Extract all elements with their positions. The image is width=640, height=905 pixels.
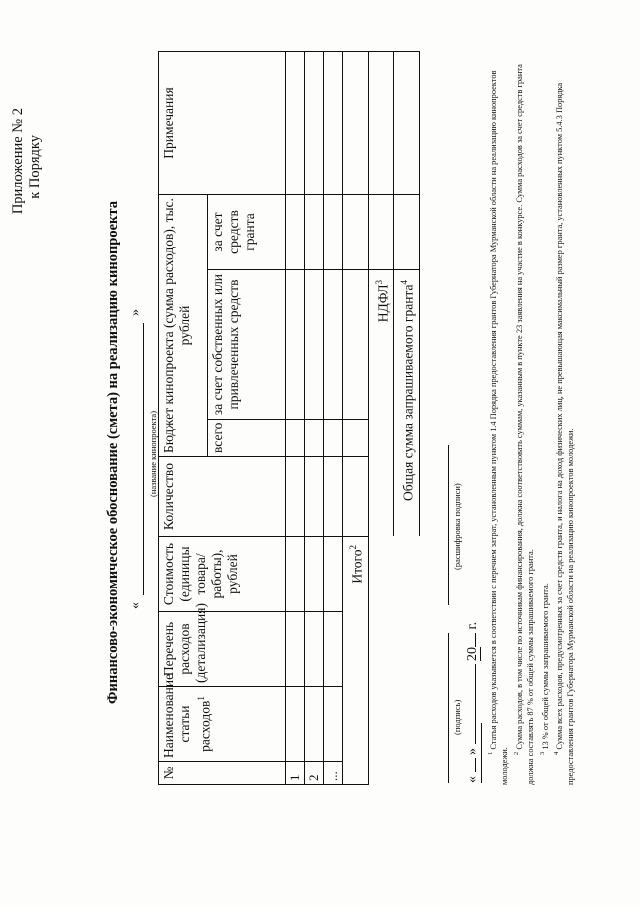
row-number: 2 <box>305 762 324 785</box>
table-cell[interactable] <box>324 687 343 762</box>
year-blank <box>475 633 476 647</box>
table-cell[interactable] <box>286 420 305 457</box>
col-header-budget-total: всего <box>208 420 286 457</box>
grant-total-row <box>394 52 420 785</box>
footnote-4: $^4$ Сумма всех расходов, предусмотренных за счет средств гранта, и налога на доход физических лиц, не превышающая максимальный размер гранта, установленных пунктом 5.4.3 Порядка предоставления грантов Губернатора Мурманской области на реализацию кинопроектов молодежи. <box>552 82 576 785</box>
table-cell[interactable] <box>286 687 305 762</box>
table-cell[interactable] <box>305 52 324 195</box>
date-close-quote: » <box>465 748 480 755</box>
table-cell[interactable] <box>286 270 305 420</box>
table-row <box>305 52 324 785</box>
signature-line[interactable] <box>448 633 449 783</box>
signature-caption: (подпись) <box>452 699 462 735</box>
table-cell[interactable] <box>286 612 305 687</box>
film-name-caption: (название кинопроекта) <box>148 410 158 497</box>
col-header-number: № <box>159 762 286 785</box>
date-open-quote: « <box>465 776 480 783</box>
col-header-item-name: Наименование статьи расходов$^1$ <box>159 687 286 762</box>
col-header-expenses-list: Перечень расходов (детализация) <box>159 612 286 687</box>
table-cell[interactable] <box>324 52 343 195</box>
row-number: 1 <box>286 762 305 785</box>
table-cell[interactable] <box>324 457 343 537</box>
ndfl-label: НДФЛ$^3$ <box>368 270 394 457</box>
table-cell[interactable] <box>305 195 324 270</box>
table-cell[interactable] <box>305 270 324 420</box>
table-cell[interactable] <box>324 270 343 420</box>
film-close-quote: » <box>128 309 143 316</box>
table-cell[interactable] <box>324 195 343 270</box>
appendix-order-label: к Порядку <box>27 135 43 199</box>
table-cell[interactable] <box>324 612 343 687</box>
film-open-quote: « <box>128 602 143 609</box>
table-cell[interactable] <box>286 457 305 537</box>
footnote-2: $^2$ Сумма расходов, в том числе по источникам финансирования, должна соответствовать суммам, указанным в пункте 23 заявления на участие в конкурсе. Сумма расходов за счет средств гранта должна составлять 87 % от общей суммы запрашиваемого гранта. <box>512 64 536 785</box>
appendix-label: Приложение № 2 <box>10 108 26 215</box>
table-row <box>286 52 305 785</box>
footnotes <box>485 50 577 785</box>
table-cell[interactable] <box>343 420 369 457</box>
col-header-budget-own: за счет собственных или привлеченных средств <box>208 270 286 420</box>
date-field[interactable] <box>465 622 481 783</box>
col-header-budget: Бюджет кинопроекта (сумма расходов), тыс. рублей <box>159 195 208 457</box>
table-cell[interactable] <box>305 420 324 457</box>
film-name-underline <box>143 323 144 595</box>
table-cell[interactable] <box>286 195 305 270</box>
col-header-budget-grant: за счет средств гранта <box>208 195 286 270</box>
table-cell[interactable] <box>343 195 369 270</box>
page-title: Финансово-экономическое обоснование (смета) на реализацию кинопроекта <box>105 201 121 704</box>
total-row <box>343 52 369 785</box>
table-cell[interactable] <box>343 457 369 537</box>
col-header-notes: Примечания <box>159 52 286 195</box>
ndfl-row <box>368 52 394 785</box>
table-cell[interactable] <box>286 537 305 612</box>
footnote-1: $^1$ Статья расходов указывается в соответствии с перечнем затрат, установленным пунктом 1.4 Порядка предоставления грантов Губернатора Мурманской области на реализацию кинопроектов молодежи. <box>487 70 510 785</box>
table-cell[interactable] <box>324 537 343 612</box>
month-blank <box>475 665 476 745</box>
table-cell[interactable] <box>305 687 324 762</box>
footnote-separator <box>481 723 482 783</box>
day-blank <box>475 759 476 773</box>
ndfl-spacer <box>368 457 394 785</box>
grant-total-label: Общая сумма запрашиваемого гранта$^4$ <box>394 270 420 537</box>
year-suffix: г. <box>465 621 480 630</box>
table-cell[interactable] <box>305 612 324 687</box>
decoding-line[interactable] <box>448 445 449 605</box>
decoding-caption: (расшифровка подписи) <box>452 483 462 570</box>
table-cell[interactable] <box>324 420 343 457</box>
table-row <box>324 52 343 785</box>
total-label: Итого$^2$ <box>343 537 369 785</box>
table-cell[interactable] <box>305 537 324 612</box>
table-cell[interactable] <box>368 195 394 270</box>
table-cell[interactable] <box>394 195 420 270</box>
grant-spacer <box>394 537 420 785</box>
year-prefix: 20 <box>465 647 480 661</box>
footnote-3: $^3$ 13 % от общей суммы запрашиваемого гранта. <box>538 583 550 755</box>
table-cell[interactable] <box>305 457 324 537</box>
table-cell[interactable] <box>343 52 369 195</box>
table-cell[interactable] <box>286 52 305 195</box>
budget-table <box>158 51 420 785</box>
col-header-unit-cost: Стоимость (единицы товара/ работы), рублей <box>159 537 286 612</box>
table-cell[interactable] <box>394 52 420 195</box>
table-cell[interactable] <box>343 270 369 420</box>
row-number: ... <box>324 762 343 785</box>
table-cell[interactable] <box>368 52 394 195</box>
col-header-quantity: Количество <box>159 457 286 537</box>
